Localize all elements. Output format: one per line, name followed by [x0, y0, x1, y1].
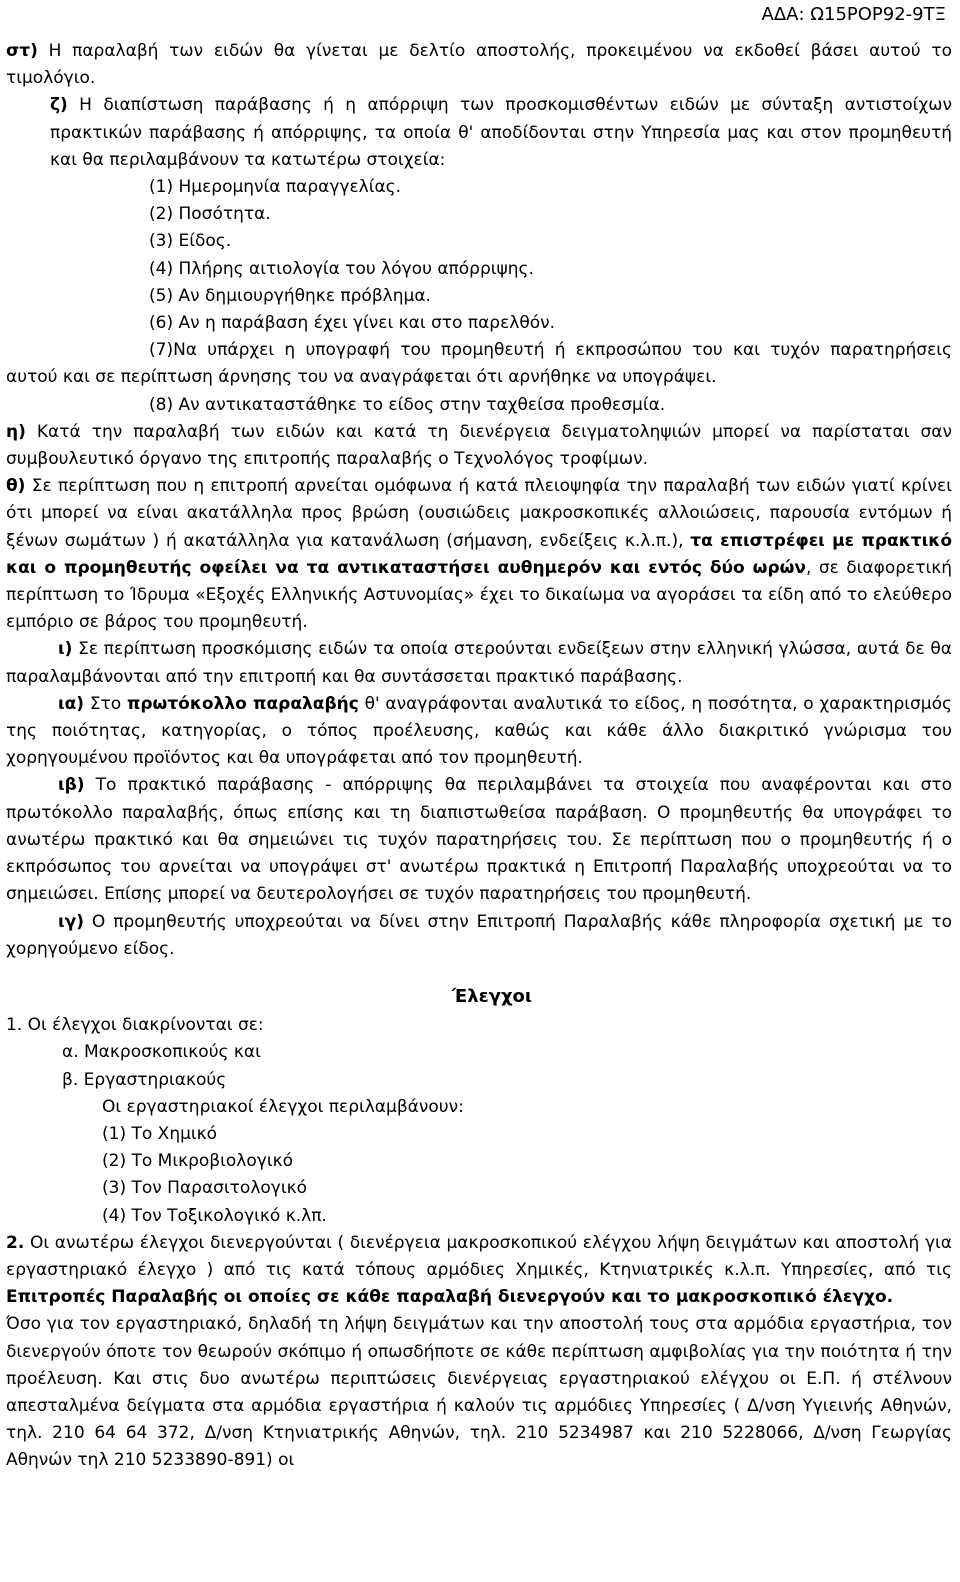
- paragraph-th: θ) Σε περίπτωση που η επιτροπή αρνείται ομόφωνα ή κατά πλειοψηφία την παραλαβή των ειδών γιατί κρίνει ότι μπορεί να είναι ακατάλληλα προς βρώση (ουσιώδεις μακροσκοπικές αλλοιώσεις, παρουσία εντόμων ή ξένων σωμάτων ) ή ακατάλληλα για κατανάλωση (σήμανση, ενδείξεις κ.λ.π.), τα επιστρέφει με πρακτικό και ο προμηθευτής οφείλει να τα αντικαταστήσει αυθημερόν και εντός δύο ωρών, σε διαφορετική περίπτωση το Ίδρυμα «Εξοχές Ελληνικής Αστυνομίας» έχει το δικαίωμα να αγοράσει τα είδη από το ελεύθερο εμπόριο σε βάρος του προμηθευτή.: [6, 476, 953, 633]
- bold-protocol: πρωτόκολλο παραλαβής: [126, 693, 359, 714]
- paragraph-z: ζ) Η διαπίστωση παράβασης ή η απόρριψη των προσκομισθέντων ειδών με σύνταξη αντιστοίχων πρακτικών παράβασης ή απόρριψης, τα οποία θ' αποδίδονται στην Υπηρεσία μας και στον προμηθευτή και θα περιλαμβάνουν τα κατωτέρω στοιχεία:: [50, 95, 952, 170]
- list-item: (3) Είδος.: [149, 231, 232, 252]
- paragraph-h: η) Κατά την παραλαβή των ειδών και κατά τη διενέργεια δειγματοληψιών μπορεί να παρίσταται σαν συμβουλευτικό όργανο της επιτροπής παραλαβής ο Τεχνολόγος τροφίμων.: [6, 421, 952, 470]
- label-i: ι): [58, 639, 73, 660]
- section-title: Έλεγχοι: [452, 985, 532, 1007]
- list-1: 1. Οι έλεγχοι διακρίνονται σε:: [6, 1015, 264, 1036]
- list-item: (2) Ποσότητα.: [149, 204, 271, 225]
- list-1-a: α. Μακροσκοπικούς και: [62, 1042, 261, 1063]
- label-h: η): [6, 421, 26, 442]
- list-item: (6) Αν η παράβαση έχει γίνει και στο παρελθόν.: [149, 313, 556, 334]
- list-2-number: 2.: [6, 1232, 25, 1253]
- paragraph-ig: ιγ) Ο προμηθευτής υποχρεούται να δίνει στην Επιτροπή Παραλαβής κάθε πληροφορία σχετική με το χορηγούμενο είδος.: [6, 911, 952, 959]
- lab-item: (3) Τον Παρασιτολογικό: [102, 1178, 308, 1199]
- document-body: [6, 38, 952, 1475]
- label-ig: ιγ): [58, 911, 84, 932]
- z-items-list: [6, 174, 952, 337]
- label-ia: ια): [58, 693, 85, 714]
- list-item: (1) Ημερομηνία παραγγελίας.: [149, 177, 402, 198]
- label-th: θ): [6, 476, 26, 497]
- list-item: (4) Πλήρης αιτιολογία του λόγου απόρριψης.: [149, 258, 534, 279]
- paragraph-ib: ιβ) Το πρακτικό παράβασης - απόρριψης θα περιλαμβάνει τα στοιχεία που αναφέρονται και στο πρωτόκολλο παραλαβής, όπως επίσης και τη διαπιστωθείσα παράβαση. Ο προμηθευτής θα υπογράφει το ανωτέρω πρακτικό και θα σημειώνει τις τυχόν παρατηρήσεις του. Σε περίπτωση που ο προμηθευτής ή ο εκπρόσωπος του αρνείται να υπογράψει στ' ανωτέρω πρακτικά η Επιτροπή Παραλαβής υποχρεούται να το σημειώσει. Επίσης μπορεί να δευτερολογήσει σε τυχόν παρατηρήσεις του προμηθευτή.: [6, 775, 952, 905]
- lab-item: (4) Τον Τοξικολογικό κ.λπ.: [102, 1205, 327, 1226]
- paragraph-ia: ια) Στο πρωτόκολλο παραλαβής θ' αναγράφονται αναλυτικά το είδος, η ποσότητα, ο χαρακτηρισμός της ποιότητας, κατηγορίας, ο τόπος προέλευσης, καθώς και κάθε άλλο διακριτικό γνώρισμα του χορηγουμένου προϊόντος και θα υπογράφεται από τον προμηθευτή.: [6, 693, 952, 769]
- ada-header: ΑΔΑ: Ω15ΡΟΡ92-9ΤΞ: [761, 4, 946, 25]
- lab-intro: Οι εργαστηριακοί έλεγχοι περιλαμβάνουν:: [102, 1096, 464, 1117]
- label-ib: ιβ): [58, 775, 85, 796]
- lab-item: (2) Το Μικροβιολογικό: [102, 1151, 294, 1172]
- bold-committees: Επιτροπές Παραλαβής οι οποίες σε κάθε παραλαβή διενεργούν και το μακροσκοπικό έλεγχο.: [6, 1287, 894, 1308]
- list-2: 2. Οι ανωτέρω έλεγχοι διενεργούνται ( διενέργεια μακροσκοπικού ελέγχου λήψη δειγμάτων και αποστολή για εργαστηριακό έλεγχο ) από τις κατά τόπους αρμόδιες Χημικές, Κτηνιατρικές κ.λ.π. Υπηρεσίες, από τις Επιτροπές Παραλαβής οι οποίες σε κάθε παραλαβή διενεργούν και το μακροσκοπικό έλεγχο.: [6, 1232, 952, 1308]
- list-item: (7)Να υπάρχει η υπογραφή του προμηθευτή ή εκπροσώπου του και τυχόν παρατηρήσεις αυτού και σε περίπτωση άρνησης του να αναγράφεται ότι αρνήθηκε να υπογράψει.: [6, 340, 952, 388]
- paragraph-last: Όσο για τον εργαστηριακό, δηλαδή τη λήψη δειγμάτων και την αποστολή τους στα αρμόδια εργαστήρια, τον διενεργούν όποτε τον θεωρούν σκόπιμο ή οπωσδήποτε σε κάθε περίπτωση αμφιβολίας για την ποιότητα ή την προέλευση. Και στις δυο ανωτέρω περιπτώσεις διενέργειας εργαστηριακού ελέγχου οι Ε.Π. ή στέλνουν απεσταλμένα δείγματα στα αρμόδια εργαστήρια ή καλούν τις αρμόδιες Υπηρεσίες ( Δ/νση Υγιεινής Αθηνών, τηλ. 210 64 64 372, Δ/νση Κτηνιατρικής Αθηνών, τηλ. 210 5234987 και 210 5228066, Δ/νση Γεωργίας Αθηνών τηλ 210 5233890-891) οι: [6, 1314, 952, 1471]
- paragraph-st: στ) Η παραλαβή των ειδών θα γίνεται με δελτίο αποστολής, προκειμένου να εκδοθεί βάσει αυτού το τιμολόγιο.: [6, 41, 952, 89]
- label-z: ζ): [50, 95, 68, 116]
- list-item: (5) Αν δημιουργήθηκε πρόβλημα.: [149, 285, 431, 306]
- label-st: στ): [6, 41, 38, 61]
- list-1-number: 1.: [6, 1015, 23, 1036]
- paragraph-i: ι) Σε περίπτωση προσκόμισης ειδών τα οποία στερούνται ενδείξεων στην ελληνική γλώσσα, αυτά δε θα παραλαμβάνονται από την επιτροπή και θα συντάσσεται πρακτικό παράβασης.: [6, 639, 952, 687]
- list-item: (8) Αν αντικαταστάθηκε το είδος στην ταχθείσα προθεσμία.: [149, 394, 666, 415]
- lab-item: (1) Το Χημικό: [102, 1123, 218, 1144]
- list-1-b: β. Εργαστηριακούς: [62, 1069, 227, 1090]
- bold-return-clause: τα επιστρέφει με πρακτικό και ο προμηθευτής οφείλει να τα αντικαταστήσει αυθημερόν και εντός δύο ωρών: [6, 530, 953, 578]
